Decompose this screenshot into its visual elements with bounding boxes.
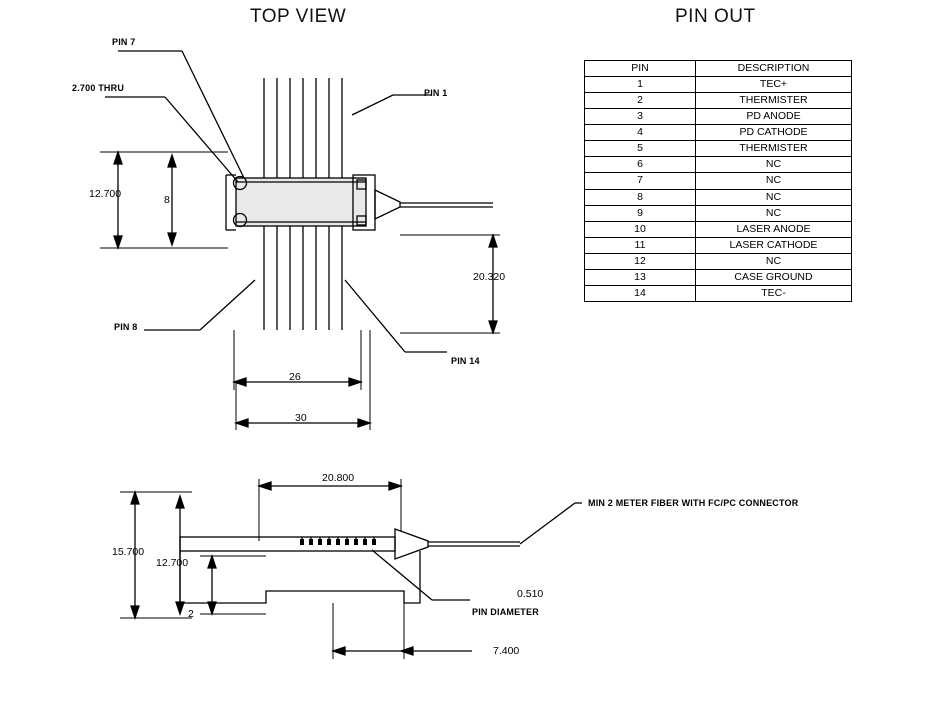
dim-2: 2	[188, 608, 194, 620]
pin-description-cell: PD ANODE	[696, 109, 852, 125]
pin-out-heading: PIN OUT	[675, 6, 756, 27]
pinout-table	[584, 60, 852, 302]
table-row	[585, 125, 852, 141]
top-view-heading: TOP VIEW	[250, 6, 347, 27]
pin-number-cell: 4	[585, 125, 696, 141]
pin-description-cell: NC	[696, 205, 852, 221]
fiber-note-label: MIN 2 METER FIBER WITH FC/PC CONNECTOR	[588, 498, 799, 508]
table-row	[585, 285, 852, 301]
dim-8: 8	[164, 194, 170, 206]
table-header-row	[585, 61, 852, 77]
pin-description-cell: LASER CATHODE	[696, 237, 852, 253]
table-row	[585, 157, 852, 173]
pin-number-cell: 5	[585, 141, 696, 157]
pin-number-cell: 12	[585, 253, 696, 269]
table-row	[585, 237, 852, 253]
table-row	[585, 269, 852, 285]
pin-description-cell: TEC-	[696, 285, 852, 301]
table-row	[585, 109, 852, 125]
pin-description-cell: THERMISTER	[696, 141, 852, 157]
pin-description-cell: PD CATHODE	[696, 125, 852, 141]
table-row	[585, 141, 852, 157]
table-header-description: DESCRIPTION	[696, 61, 852, 77]
dim-15700: 15.700	[112, 546, 145, 558]
pin-description-cell: NC	[696, 253, 852, 269]
pin-description-cell: NC	[696, 189, 852, 205]
pin-description-cell: LASER ANODE	[696, 221, 852, 237]
table-header-pin: PIN	[585, 61, 696, 77]
dim-30: 30	[295, 412, 307, 424]
dim-20800: 20.800	[322, 472, 355, 484]
dim-12700-top: 12.700	[89, 188, 122, 200]
dim-7400: 7.400	[493, 645, 520, 657]
table-row	[585, 253, 852, 269]
label-thru: 2.700 THRU	[72, 83, 125, 93]
dim-20320: 20.320	[473, 271, 506, 283]
top-view-drawing	[0, 30, 560, 450]
pin-number-cell: 13	[585, 269, 696, 285]
label-pin14: PIN 14	[451, 356, 480, 366]
pin-description-cell: NC	[696, 157, 852, 173]
pin-number-cell: 14	[585, 285, 696, 301]
label-pin1: PIN 1	[424, 88, 448, 98]
pin-number-cell: 10	[585, 221, 696, 237]
label-pin8: PIN 8	[114, 322, 138, 332]
table-row	[585, 173, 852, 189]
dim-26: 26	[289, 371, 301, 383]
table-row	[585, 189, 852, 205]
package-body	[236, 178, 366, 226]
pin-diameter-value: 0.510	[517, 588, 544, 600]
pin-description-cell: NC	[696, 173, 852, 189]
pin-diameter-label: PIN DIAMETER	[472, 607, 539, 617]
pin-number-cell: 11	[585, 237, 696, 253]
pin-description-cell: THERMISTER	[696, 93, 852, 109]
dim-12700-side: 12.700	[156, 557, 189, 569]
pin-number-cell: 7	[585, 173, 696, 189]
pin-description-cell: CASE GROUND	[696, 269, 852, 285]
pin-number-cell: 3	[585, 109, 696, 125]
side-view-drawing	[0, 455, 930, 715]
pin-number-cell: 8	[585, 189, 696, 205]
pinout-table-body	[585, 77, 852, 302]
table-row	[585, 93, 852, 109]
pin-number-cell: 6	[585, 157, 696, 173]
pin-number-cell: 9	[585, 205, 696, 221]
pin-number-cell: 1	[585, 77, 696, 93]
table-row	[585, 205, 852, 221]
pinout-table-wrap	[584, 60, 852, 302]
pin-description-cell: TEC+	[696, 77, 852, 93]
label-pin7: PIN 7	[112, 37, 136, 47]
table-row	[585, 221, 852, 237]
table-row	[585, 77, 852, 93]
pin-number-cell: 2	[585, 93, 696, 109]
